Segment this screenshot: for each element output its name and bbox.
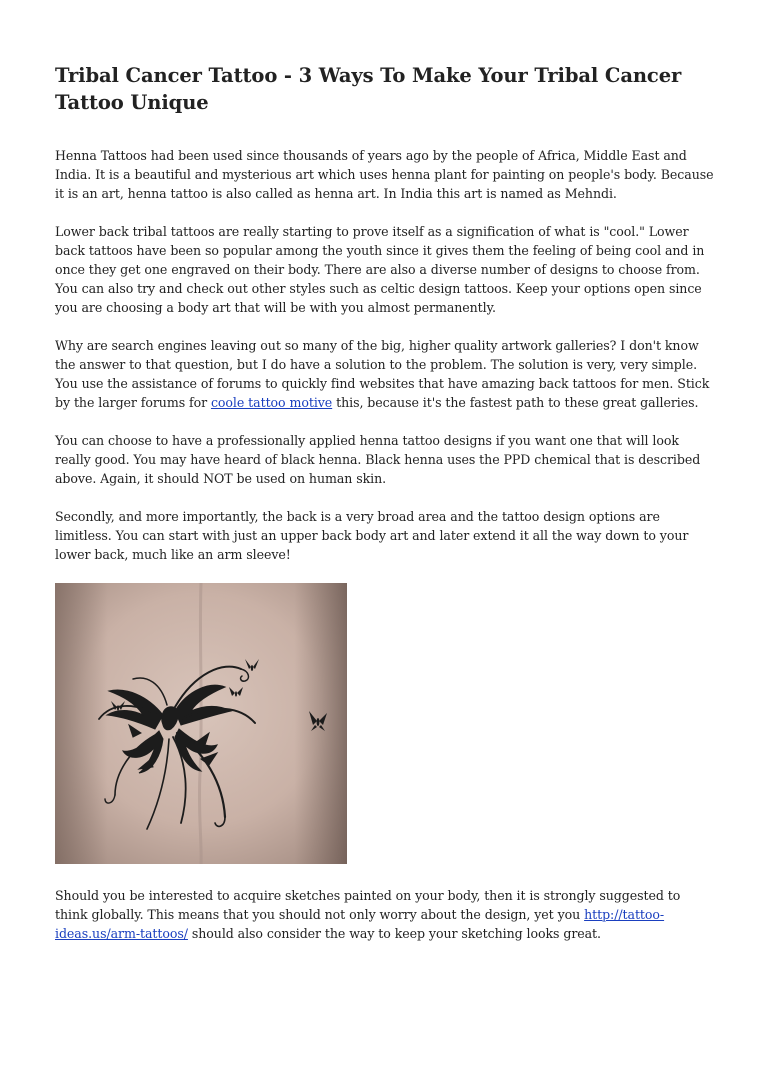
paragraph-6-text-after: should also consider the way to keep your sketching looks great. — [187, 926, 601, 941]
coole-tattoo-motive-link[interactable]: coole tattoo motive — [210, 395, 333, 410]
paragraph-3-text-after: this, because it's the fastest path to these great galleries. — [332, 395, 699, 410]
paragraph-6-text-before: Should you be interested to acquire sketches painted on your body, then it is strongly suggested to think globally. This means that you should not only worry about the design, yet you — [55, 888, 681, 922]
tattoo-photo — [55, 583, 347, 864]
paragraph-1: Henna Tattoos had been used since thousands of years ago by the people of Africa, Middle East and India. It is a beautiful and mysterious art which uses henna plant for painting on people's body. Because it is an art, henna tattoo is also called as henna art. In India this art is named as Mehndi. — [55, 148, 714, 201]
arm-tattoos-link[interactable]: http://tattoo-ideas.us/arm-tattoos/ — [55, 907, 665, 941]
paragraph-3-text-before: Why are search engines leaving out so many of the big, higher quality artwork galleries? I don't know the answer to that question, but I do have a solution to the problem. The solution is very, very simple. You use the assistance of forums to quickly find websites that have amazing back tattoos for men. Stick by the larger forums for — [55, 338, 710, 410]
paragraph-6 — [55, 886, 715, 943]
paragraph-3 — [55, 336, 715, 412]
article-title: Tribal Cancer Tattoo - 3 Ways To Make Your Tribal Cancer Tattoo Unique — [55, 64, 682, 114]
paragraph-4: You can choose to have a professionally applied henna tattoo designs if you want one that will look really good. You may have heard of black henna. Black henna uses the PPD chemical that is described above. Again, it should NOT be used on human skin. — [55, 433, 701, 486]
spine-line — [199, 583, 201, 864]
article — [55, 62, 715, 962]
paragraph-2: Lower back tribal tattoos are really starting to prove itself as a signification of what is "cool." Lower back tattoos have been so popular among the youth since it gives them the feeling of being cool and in once they get one engraved on their body. There are also a diverse number of designs to choose from. You can also try and check out other styles such as celtic design tattoos. Keep your options open since you are choosing a body art that will be with you almost permanently. — [55, 224, 705, 315]
paragraph-5: Secondly, and more importantly, the back is a very broad area and the tattoo design options are limitless. You can start with just an upper back body art and later extend it all the way down to your lower back, much like an arm sleeve! — [55, 509, 689, 562]
